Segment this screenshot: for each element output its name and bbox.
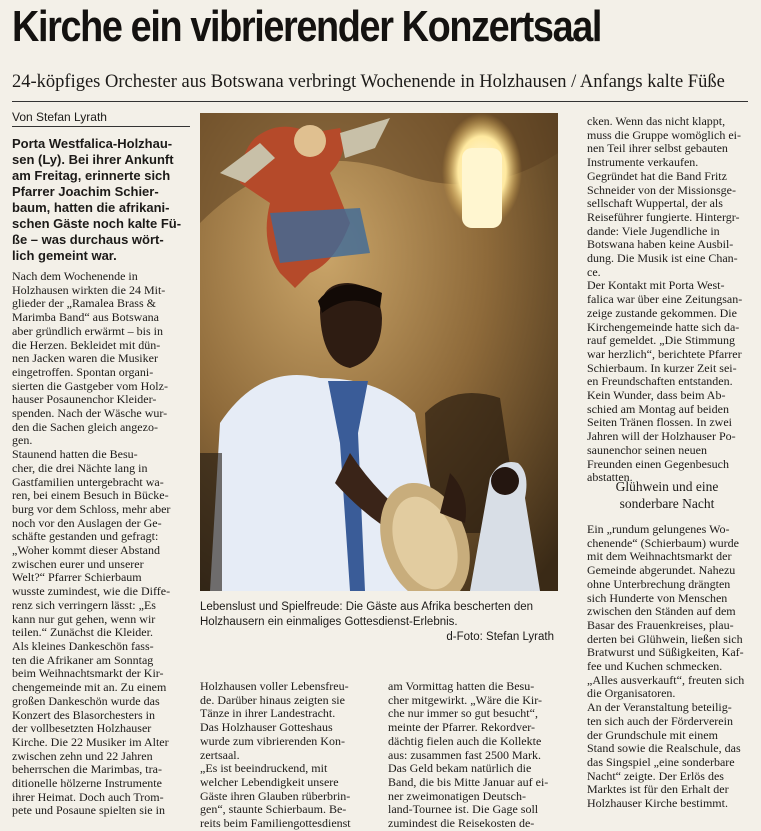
text-line: Bratwurst und Süßigkeiten, Kaf-	[587, 645, 744, 660]
text-line: Welt?“ Pfarrer Schierbaum	[12, 570, 142, 585]
text-line: en Freundschaften entstanden.	[587, 374, 733, 389]
text-line: che nur immer so gut besucht“,	[388, 706, 538, 721]
text-line: Marimba Band“ aus Botswana	[12, 310, 159, 325]
text-line: zumindest die Reisekosten de-	[388, 816, 535, 831]
text-line: Gäste ihren Glauben rüberbrin-	[200, 788, 351, 803]
text-line: dande: Viele Jugendliche in	[587, 223, 720, 238]
text-line: Als kleines Dankeschön fass-	[12, 638, 154, 653]
text-line: gen“, staunte Schierbaum. Be-	[200, 802, 347, 817]
concert-photo	[200, 113, 558, 591]
subtitle-line: sonderbare Nacht	[619, 496, 715, 511]
text-line: cken. Wenn das nicht klappt,	[587, 114, 726, 128]
text-line: renz sich verringern lässt: „Es	[12, 597, 156, 612]
text-line: hauser Posaunenchor Kleider-	[12, 392, 157, 407]
text-line: beim Weihnachtsmarkt der Kir-	[12, 666, 164, 681]
text-line: wurde zum vibrierenden Kon-	[200, 733, 345, 748]
text-line: land-Tournee ist. Die Gage soll	[388, 802, 539, 817]
text-line: beherrschen die Marimbas, tra-	[12, 762, 162, 777]
text-line: am Vormittag hatten die Besu-	[388, 679, 535, 693]
text-line: Schierbaum. In kurzer Zeit sei-	[587, 360, 737, 375]
text-line: Holzhausen wirkten die 24 Mit-	[12, 282, 166, 297]
text-line: meinte der Pfarrer. Rekordver-	[388, 720, 536, 735]
text-line: Marktes ist für den Erhalt der	[587, 782, 729, 797]
text-line: ihrer Heimat. Doch auch Trom-	[12, 789, 164, 804]
header-rule	[12, 101, 748, 102]
text-line: Kirche. Die 22 Musiker im Alter	[12, 734, 169, 749]
lead-line: sen (Ly). Bei ihrer Ankunft	[12, 152, 174, 167]
text-line: Schneider von der Missionsge-	[587, 182, 736, 197]
text-line: Staunend hatten die Besu-	[12, 447, 138, 462]
headline: Kirche ein vibrierender Konzertsaal	[12, 2, 602, 51]
body-column-4	[587, 115, 747, 485]
text-line: schied am Montag auf beiden	[587, 401, 729, 416]
text-line: Botswana haben keine Ausbil-	[587, 237, 734, 252]
text-line: pete und Posaune spielten sie in	[12, 803, 165, 818]
text-line: ner zweimonatigen Deutsch-	[388, 788, 526, 803]
body-column-3	[388, 680, 558, 831]
text-line: zeige zustande gekommen. Die	[587, 305, 737, 320]
text-line: Der Kontakt mit Porta West-	[587, 278, 725, 293]
text-line: Seiten Tränen flossen. In zwei	[587, 415, 732, 430]
text-line: derten bei Glühwein, ließen sich	[587, 631, 743, 646]
text-line: ditionelle hölzerne Instrumente	[12, 776, 162, 791]
text-line: den die Sachen gleich angezo-	[12, 419, 158, 434]
text-line: zertsaal.	[200, 747, 240, 762]
text-line: chengemeinde mit an. Zu einem	[12, 680, 167, 695]
text-line: fee und Kuchen schmecken.	[587, 659, 723, 674]
text-line: de. Darüber hinaus zeigten sie	[200, 692, 345, 707]
text-line: ohne Unterbrechung drängten	[587, 576, 731, 591]
lead-paragraph	[12, 136, 190, 264]
text-line: ce.	[587, 264, 601, 279]
text-line: „Es ist beeindruckend, mit	[200, 761, 328, 776]
text-line: gen.	[12, 433, 33, 448]
caption-line: Holzhausern ein einmaliges Gottesdienst-Erlebnis.	[200, 616, 458, 628]
text-line: Nacht“ zeigte. Der Erlös des	[587, 768, 724, 783]
text-line: „Woher kommt dieser Abstand	[12, 543, 161, 558]
text-line: dächtig fielen auch die Kollekte	[388, 733, 542, 748]
text-line: Kein Wunder, dass beim Ab-	[587, 388, 726, 403]
text-line: Tänze in ihrer Landestracht.	[200, 706, 336, 721]
lead-line: lich gemeint war.	[12, 248, 117, 263]
text-line: schäfte gestanden und gefragt:	[12, 529, 159, 544]
text-line: ten die Afrikaner am Sonntag	[12, 652, 154, 667]
byline: Von Stefan Lyrath	[12, 110, 107, 124]
text-line: zwischen eurer und unserer	[12, 556, 144, 571]
text-line: ren, bei einem Besuch in Bücke-	[12, 488, 169, 503]
text-line: Gegründet hat die Band Fritz	[587, 168, 727, 183]
subtitle-line: Glühwein und eine	[615, 479, 719, 494]
lead-line: ße – was durchaus wört-	[12, 232, 164, 247]
text-line: das Singspiel „eine sonderbare	[587, 754, 735, 769]
text-line: die Herzen. Bekleidet mit dün-	[12, 337, 161, 352]
text-line: sellschaft Wuppertal, der als	[587, 196, 723, 211]
text-line: spenden. Nach der Wäsche wur-	[12, 406, 168, 421]
lead-line: am Freitag, erinnerte sich	[12, 168, 171, 183]
text-line: sich Hunderte von Menschen	[587, 590, 728, 605]
photo-credit: d-Foto: Stefan Lyrath	[446, 631, 554, 643]
text-line: Gemeinde abgerundet. Nahezu	[587, 563, 736, 578]
lead-line: Porta Westfalica-Holzhau-	[12, 136, 173, 151]
photo-caption	[200, 600, 558, 645]
text-line: aus: zusammen fast 2500 Mark.	[388, 747, 541, 762]
text-line: Konzert des Blasorchesters in	[12, 707, 155, 722]
text-line: Freunden einen Gegenbesuch	[587, 456, 729, 471]
text-line: cher mitgewirkt. „Wäre die Kir-	[388, 692, 543, 707]
section-subtitle	[587, 478, 747, 512]
text-line: Nach dem Wochenende in	[12, 269, 138, 283]
text-line: dung. Die Musik ist eine Chan-	[587, 251, 738, 266]
text-line: nen Jacken waren die Musiker	[12, 351, 158, 366]
text-line: Das Geld bekam natürlich die	[388, 761, 532, 776]
text-line: Basar des Frauenkreises, plau-	[587, 617, 734, 632]
text-line: Das Holzhauser Gotteshaus	[200, 720, 333, 735]
text-line: An der Veranstaltung beteilig-	[587, 700, 732, 715]
lead-line: baum, hatten die afrikani-	[12, 200, 170, 215]
text-line: kann nur gut gehen, wenn wir	[12, 611, 156, 626]
text-line: wusste zumindest, wie die Diffe-	[12, 584, 171, 599]
text-line: der vollbesetzten Holzhauser	[12, 721, 152, 736]
text-line: Stand sowie die Realschule, das	[587, 741, 741, 756]
text-line: zwischen zehn und 22 Jahren	[12, 748, 153, 763]
text-line: muss die Gruppe womöglich ei-	[587, 127, 741, 142]
text-line: großen Dankeschön wurde das	[12, 693, 160, 708]
text-line: cher, die drei Nächte lang in	[12, 460, 148, 475]
body-column-1	[12, 270, 190, 818]
text-line: saunenchor seinen neuen	[587, 442, 707, 457]
text-line: Gastfamilien untergebracht wa-	[12, 474, 164, 489]
text-line: sierten die Gastgeber vom Holz-	[12, 378, 168, 393]
body-column-4b	[587, 523, 747, 811]
text-line: Instrumente verkaufen.	[587, 155, 699, 170]
text-line: reits beim Familiengottesdienst	[200, 816, 351, 831]
subheadline: 24-köpfiges Orchester aus Botswana verbringt Wochenende in Holzhausen / Anfangs kalte Füße	[12, 72, 725, 92]
text-line: ten sich auch der Förderverein	[587, 713, 733, 728]
text-line: welcher Lebendigkeit unsere	[200, 774, 339, 789]
text-line: rauf gemeldet. „Die Stimmung	[587, 333, 735, 348]
text-line: falica war über eine Zeitungsan-	[587, 292, 743, 307]
body-column-2	[200, 680, 378, 831]
text-line: Ein „rundum gelungenes Wo-	[587, 522, 730, 536]
text-line: „Alles ausverkauft“, freuten sich	[587, 672, 745, 687]
text-line: eingetroffen. Spontan organi-	[12, 364, 154, 379]
text-line: der Grundschule mit einem	[587, 727, 718, 742]
text-line: Holzhausen voller Lebensfreu-	[200, 679, 349, 693]
text-line: zwischen den Ständen auf dem	[587, 604, 736, 619]
caption-line: Lebenslust und Spielfreude: Die Gäste aus Afrika bescherten den	[200, 601, 534, 613]
text-line: glieder der „Ramalea Brass &	[12, 296, 156, 311]
text-line: burg vor dem Schloss, mehr aber	[12, 501, 171, 516]
text-line: Holzhauser Kirche bestimmt.	[587, 796, 728, 811]
text-line: die Organisatoren.	[587, 686, 676, 701]
text-line: teilen.“ Zunächst die Kleider.	[12, 625, 153, 640]
text-line: chenende“ (Schierbaum) wurde	[587, 535, 739, 550]
text-line: abstatten.	[587, 470, 633, 485]
text-line: mit dem Weihnachtsmarkt der	[587, 549, 732, 564]
text-line: Reiseführer fungierte. Hintergr-	[587, 209, 740, 224]
text-line: war herzlich“, berichtete Pfarrer	[587, 346, 742, 361]
text-line: Band, die bis Mitte Januar auf ei-	[388, 774, 549, 789]
text-line: nen Teil ihrer selbst gebauten	[587, 141, 728, 156]
text-line: aber gründlich erwärmt – bis in	[12, 323, 163, 338]
lead-line: schen Gäste noch kalte Fü-	[12, 216, 182, 231]
lead-line: Pfarrer Joachim Schier-	[12, 184, 159, 199]
text-line: Jahren will der Holzhauser Po-	[587, 429, 736, 444]
text-line: Kirchengemeinde hatte sich da-	[587, 319, 740, 334]
byline-rule	[12, 126, 190, 127]
text-line: noch vor den Auslagen der Ge-	[12, 515, 162, 530]
